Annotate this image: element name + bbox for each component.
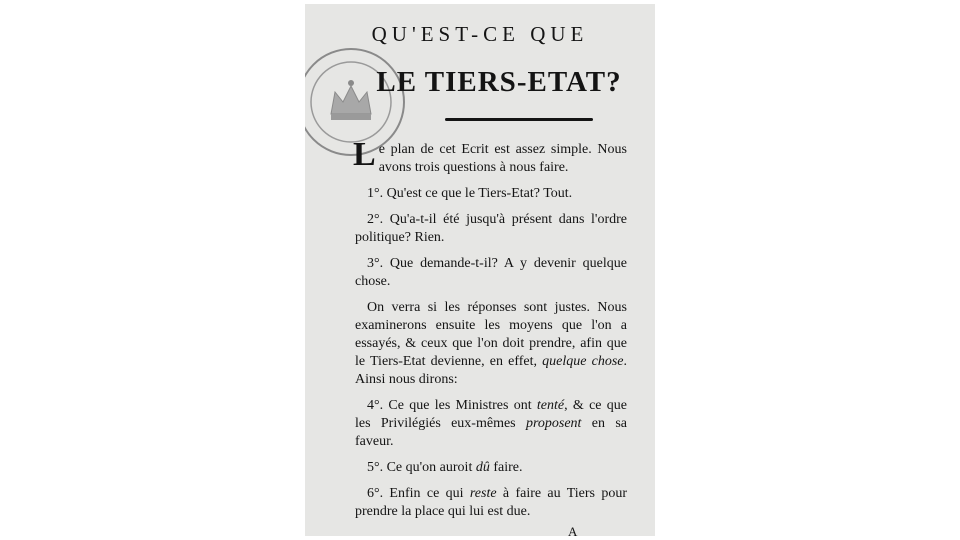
title-rule (445, 118, 593, 121)
q5-italic-b: dû (475, 460, 490, 475)
q5-text-c: faire. (489, 460, 523, 475)
q4-italic-b: tenté (536, 398, 565, 413)
question-5 (355, 459, 627, 477)
q5-text-a: 5°. Ce qu'on auroit (367, 460, 476, 475)
title-line-2: LE TIERS-ETAT? (376, 66, 622, 98)
middle-text-1: On verra si les réponses sont justes. Nous examinerons ensuite les moyens que l'on a essayés, & ceux que l'on doit prendre, afin que le Tiers-Etat devienne, en effet, (355, 300, 627, 369)
middle-paragraph (355, 299, 627, 389)
q4-text-e: en sa faveur. (355, 416, 627, 449)
title-line-1: QU'EST-CE QUE (371, 22, 589, 46)
question-4 (355, 397, 627, 451)
question-2: 2°. Qu'a-t-il été jusqu'à présent dans l'ordre politique? Rien. (355, 212, 627, 245)
q4-text-c: , & ce que les Privilégiés eux-mêmes (355, 398, 628, 431)
catchword: A (568, 524, 578, 536)
question-1: 1°. Qu'est ce que le Tiers-Etat? Tout. (367, 186, 573, 201)
q6-text-a: 6°. Enfin ce qui (367, 486, 470, 501)
q4-italic-d: proposent (525, 416, 582, 431)
page-body (353, 136, 628, 529)
question-3: 3°. Que demande-t-il? A y devenir quelque chose. (355, 256, 627, 289)
q6-italic-b: reste (469, 486, 497, 501)
q4-text-a: 4°. Ce que les Ministres ont (367, 398, 537, 413)
middle-italic: quelque chose (542, 354, 624, 369)
middle-text-2: . Ainsi nous dirons: (355, 354, 627, 387)
intro-paragraph (353, 136, 627, 177)
question-6 (355, 485, 627, 521)
book-page (305, 4, 655, 536)
drop-cap: L (353, 136, 376, 173)
q6-text-c: à faire au Tiers pour prendre la place qui lui est due. (355, 486, 627, 519)
intro-text: e plan de cet Ecrit est assez simple. Nous avons trois questions à nous faire. (378, 142, 627, 175)
